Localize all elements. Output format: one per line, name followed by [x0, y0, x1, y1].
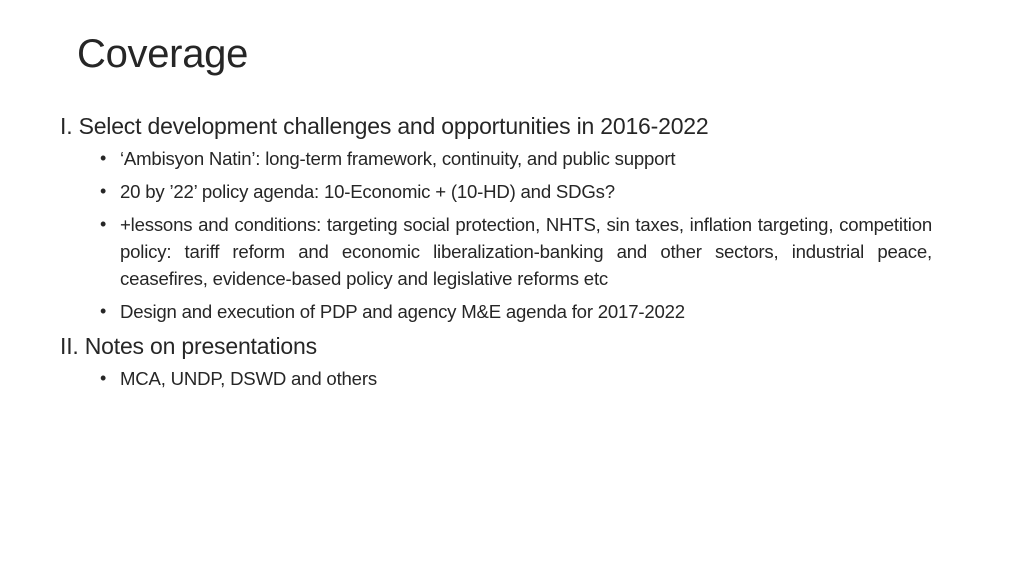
section-challenges: [60, 111, 932, 325]
section-heading: II. Notes on presentations: [60, 333, 317, 359]
bullet-icon: •: [100, 214, 107, 234]
list-item: [100, 145, 932, 172]
bullet-list: [60, 365, 932, 392]
bullet-icon: •: [100, 301, 107, 321]
slide-title: Coverage: [77, 32, 249, 76]
bullet-list: [60, 145, 932, 325]
bullet-text: 20 by ’22’ policy agenda: 10-Economic + (10-HD) and SDGs?: [120, 181, 615, 202]
section-heading: I. Select development challenges and opportunities in 2016-2022: [60, 113, 709, 139]
bullet-icon: •: [100, 181, 107, 201]
bullet-icon: •: [100, 368, 107, 388]
bullet-text: MCA, UNDP, DSWD and others: [120, 368, 377, 389]
slide-body: [60, 111, 932, 392]
list-item: [100, 365, 932, 392]
bullet-text: +lessons and conditions: targeting social protection, NHTS, sin taxes, inflation targeting, competition policy: tariff reform and economic liberalization-banking and other sectors, industrial peace, ceasefires, evidence-based policy and legislative reforms etc: [120, 214, 932, 289]
bullet-text: Design and execution of PDP and agency M&E agenda for 2017-2022: [120, 301, 685, 322]
bullet-text: ‘Ambisyon Natin’: long-term framework, continuity, and public support: [120, 148, 676, 169]
list-item: [100, 178, 932, 205]
section-notes: [60, 331, 932, 392]
list-item: [100, 298, 932, 325]
bullet-icon: •: [100, 148, 107, 168]
list-item: [100, 211, 932, 292]
